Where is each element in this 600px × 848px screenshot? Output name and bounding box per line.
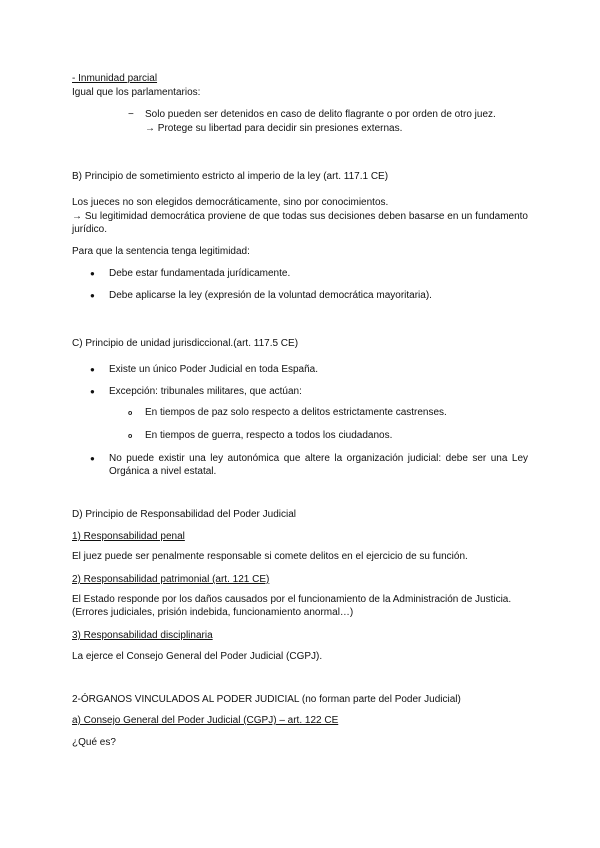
responsabilidad-patrimonial-line1: El Estado responde por los daños causados por el funcionamiento de la Administración de Justicia. — [72, 594, 512, 605]
principio-c-bullet-2: Excepción: tribunales militares, que actúan: — [109, 386, 302, 397]
bullet-icon: ● — [90, 454, 95, 463]
principio-b-bullet-1: Debe estar fundamentada jurídicamente. — [109, 268, 291, 279]
principio-d-heading: D) Principio de Responsabilidad del Poder Judicial — [72, 509, 297, 520]
principio-b-heading: B) Principio de sometimiento estricto al imperio de la ley (art. 117.1 CE) — [72, 171, 389, 182]
principio-b-para-intro: Para que la sentencia tenga legitimidad: — [72, 246, 250, 257]
cgpj-question: ¿Qué es? — [72, 737, 116, 748]
responsabilidad-disciplinaria-text: La ejerce el Consejo General del Poder Judicial (CGPJ). — [72, 651, 323, 662]
responsabilidad-penal-title: 1) Responsabilidad penal — [72, 531, 185, 542]
cgpj-subheading: a) Consejo General del Poder Judicial (CGPJ) – art. 122 CE — [72, 715, 339, 726]
responsabilidad-patrimonial-line2: (Errores judiciales, prisión indebida, funcionamiento anormal…) — [72, 607, 354, 618]
inmunidad-item-note: → Protege su libertad para decidir sin presiones externas. — [145, 123, 403, 134]
responsabilidad-patrimonial-title: 2) Responsabilidad patrimonial (art. 121 CE) — [72, 574, 270, 585]
dash-bullet-icon: − — [128, 109, 134, 120]
bullet-icon: ● — [90, 387, 95, 396]
principio-b-bullet-2: Debe aplicarse la ley (expresión de la voluntad democrática mayoritaria). — [109, 290, 432, 301]
principio-c-sub-item-1: En tiempos de paz solo respecto a delitos estrictamente castrenses. — [145, 407, 447, 418]
principio-c-sub-item-2: En tiempos de guerra, respecto a todos los ciudadanos. — [145, 430, 393, 441]
principio-b-text-line2: → Su legitimidad democrática proviene de que todas sus decisiones deben basarse en un fundamento jurídico. — [72, 211, 528, 235]
circle-bullet-icon: o — [128, 410, 133, 417]
bullet-icon: ● — [90, 269, 95, 278]
responsabilidad-disciplinaria-title: 3) Responsabilidad disciplinaria — [72, 630, 213, 641]
inmunidad-item: Solo pueden ser detenidos en caso de delito flagrante o por orden de otro juez. — [145, 109, 496, 120]
responsabilidad-penal-text: El juez puede ser penalmente responsable si comete delitos en el ejercicio de su función. — [72, 551, 468, 562]
circle-bullet-icon: o — [128, 433, 133, 440]
principio-c-heading: C) Principio de unidad jurisdiccional.(art. 117.5 CE) — [72, 338, 299, 349]
inmunidad-intro: Igual que los parlamentarios: — [72, 87, 201, 98]
principio-b-text-line1: Los jueces no son elegidos democráticamente, sino por conocimientos. — [72, 197, 389, 208]
bullet-icon: ● — [90, 365, 95, 374]
bullet-icon: ● — [90, 291, 95, 300]
inmunidad-heading: - Inmunidad parcial — [72, 73, 158, 84]
organos-heading: 2-ÓRGANOS VINCULADOS AL PODER JUDICIAL (no forman parte del Poder Judicial) — [72, 694, 461, 705]
principio-c-bullet-3: No puede existir una ley autonómica que altere la organización judicial: debe ser una Ley Orgánica a nivel estatal. — [109, 453, 528, 477]
principio-c-bullet-1: Existe un único Poder Judicial en toda España. — [109, 364, 319, 375]
